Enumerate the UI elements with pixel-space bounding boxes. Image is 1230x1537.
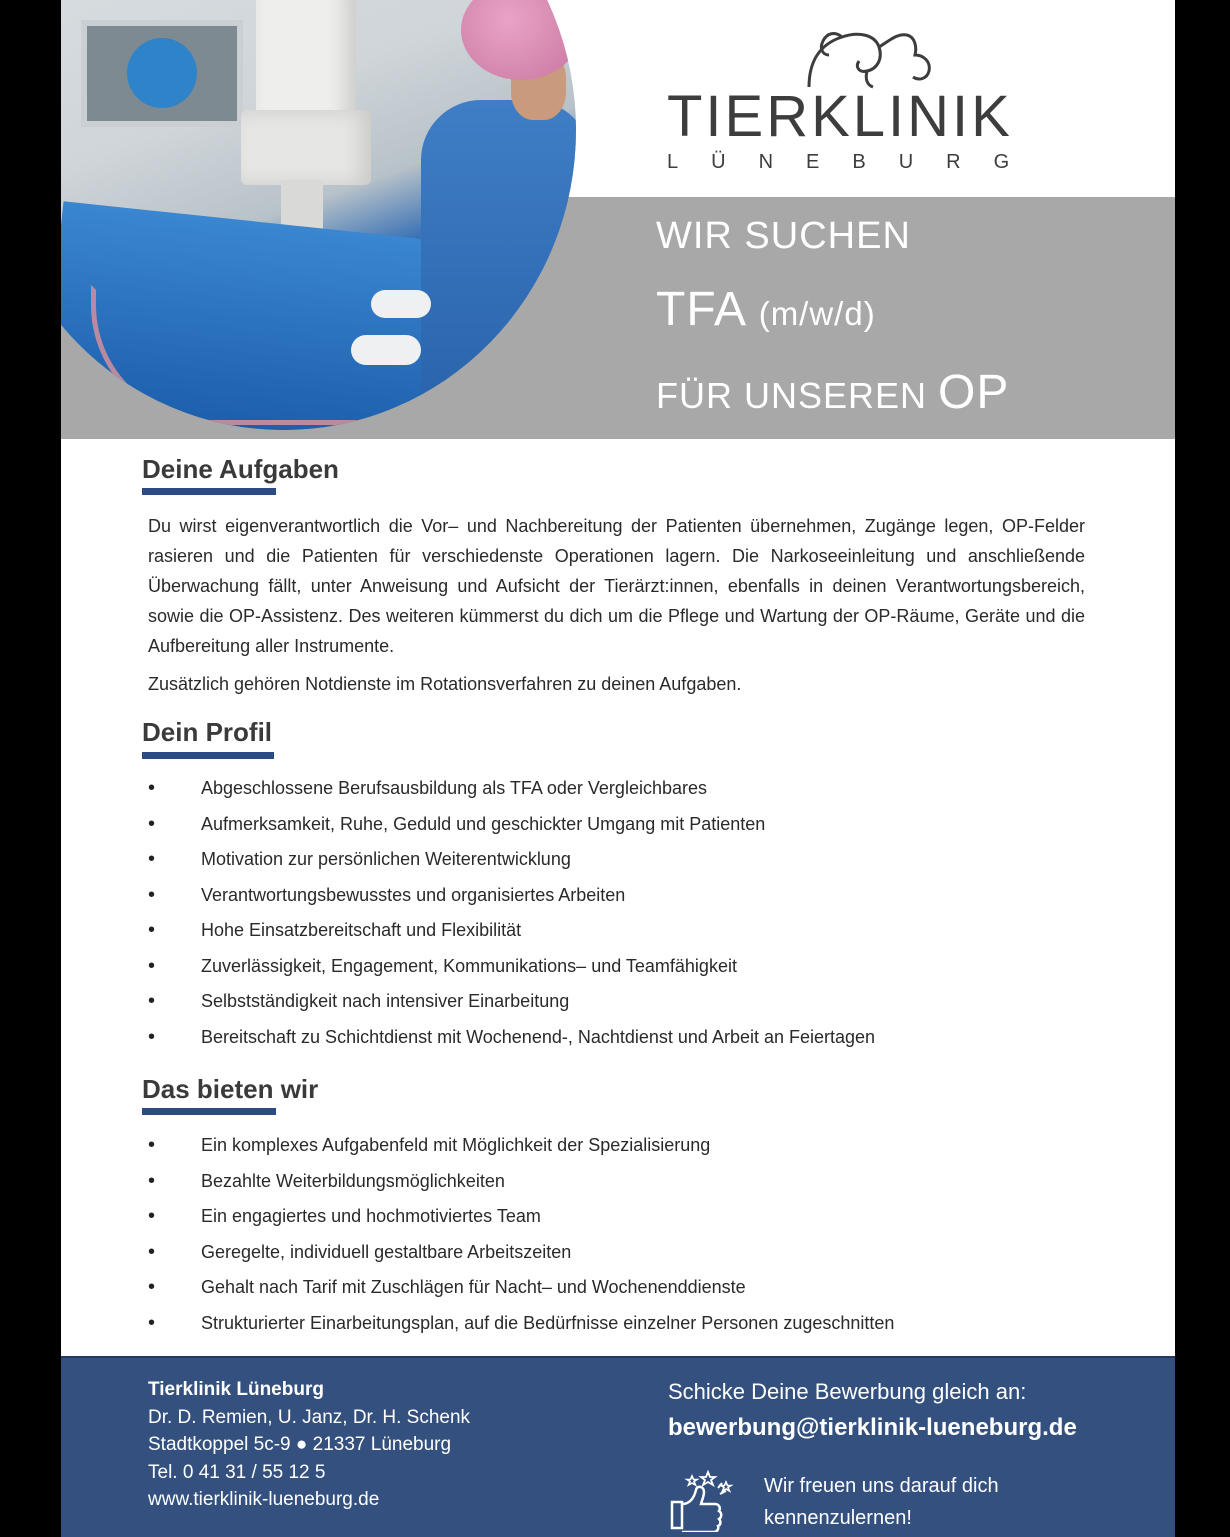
contact-footer (61, 1356, 1175, 1537)
headline-department: FÜR UNSEREN OP (656, 366, 1010, 419)
list-item: • Bezahlte Weiterbildungsmöglichkeiten (148, 1164, 894, 1200)
list-item: • Geregelte, individuell gestaltbare Arbeitszeiten (148, 1235, 894, 1271)
logo-subtitle: LÜNEBURG (667, 151, 1043, 173)
bieten-list (148, 1128, 894, 1341)
operating-room-photo (61, 0, 576, 430)
list-item: • Gehalt nach Tarif mit Zuschlägen für Nacht– und Wochenenddienste (148, 1270, 894, 1306)
profil-list (148, 771, 875, 1055)
logo-title: TIERKLINIK (667, 84, 1013, 149)
aufgaben-paragraph: Du wirst eigenverantwortlich die Vor– und Nachbereitung der Patienten übernehmen, Zugänge legen, OP-Felder rasieren und die Patienten für verschiedenste Operationen lagern. Die Narkoseeinleitung und anschließende Überwachung fällt, unter Anweisung und Aufsicht der Tierärzt:innen, ebenfalls in deinen Verantwortungsbereich, sowie die OP-Assistenz. Des weiteren kümmerst du dich um die Pflege und Wartung der OP-Räume, Geräte und die Aufbereitung aller Instrumente. (148, 516, 1085, 656)
section-underline (142, 752, 274, 759)
separator-dot-icon: ● (295, 1434, 308, 1455)
list-item: • Bereitschaft zu Schichtdienst mit Wochenend-, Nachtdienst und Arbeit an Feiertagen (148, 1020, 875, 1056)
clinic-phone: Tel. 0 41 31 / 55 12 5 (148, 1461, 326, 1483)
list-item: • Verantwortungsbewusstes und organisiertes Arbeiten (148, 878, 875, 914)
list-item: • Aufmerksamkeit, Ruhe, Geduld und geschickter Umgang mit Patienten (148, 807, 875, 843)
list-item: • Hohe Einsatzbereitschaft und Flexibilität (148, 913, 875, 949)
clinic-logo (667, 25, 1043, 185)
list-item: • Ein komplexes Aufgabenfeld mit Möglichkeit der Spezialisierung (148, 1128, 894, 1164)
list-item: • Abgeschlossene Berufsausbildung als TFA oder Vergleichbares (148, 771, 875, 807)
headline-wir-suchen: WIR SUCHEN (656, 215, 911, 257)
section-heading-aufgaben: Deine Aufgaben (142, 454, 339, 484)
aufgaben-paragraph-2: Zusätzlich gehören Notdienste im Rotationsverfahren zu deinen Aufgaben. (148, 674, 742, 694)
headline-position: TFA (m/w/d) (656, 283, 876, 336)
list-item: • Selbstständigkeit nach intensiver Einarbeitung (148, 984, 875, 1020)
clinic-doctors: Dr. D. Remien, U. Janz, Dr. H. Schenk (148, 1406, 471, 1428)
list-item: • Zuverlässigkeit, Engagement, Kommunikations– und Teamfähigkeit (148, 949, 875, 985)
closing-message: Wir freuen uns darauf dich kennenzulernen! (764, 1475, 999, 1529)
clinic-name: Tierklinik Lüneburg (148, 1379, 324, 1400)
section-heading-bieten: Das bieten wir (142, 1074, 319, 1104)
photo-monitor (81, 20, 243, 127)
list-item: • Motivation zur persönlichen Weiterentwicklung (148, 842, 875, 878)
job-poster (61, 0, 1175, 1537)
clinic-website-link[interactable]: www.tierklinik-lueneburg.de (148, 1489, 380, 1510)
photo-surgeon (421, 100, 576, 400)
list-item: • Strukturierter Einarbeitungsplan, auf die Bedürfnisse einzelner Personen zugeschnitten (148, 1306, 894, 1342)
section-underline (142, 488, 276, 495)
application-cta: Schicke Deine Bewerbung gleich an: (668, 1379, 1027, 1404)
clinic-address (148, 1376, 470, 1514)
list-item: • Ein engagiertes und hochmotiviertes Team (148, 1199, 894, 1235)
application-email-link[interactable]: bewerbung@tierklinik-lueneburg.de (668, 1414, 1077, 1441)
clinic-street-line: Stadtkoppel 5c-9 ● 21337 Lüneburg (148, 1434, 452, 1455)
thumbs-up-stars-icon (668, 1468, 738, 1532)
section-underline (142, 1108, 276, 1115)
application-contact (668, 1376, 1077, 1529)
section-heading-profil: Dein Profil (142, 717, 273, 747)
